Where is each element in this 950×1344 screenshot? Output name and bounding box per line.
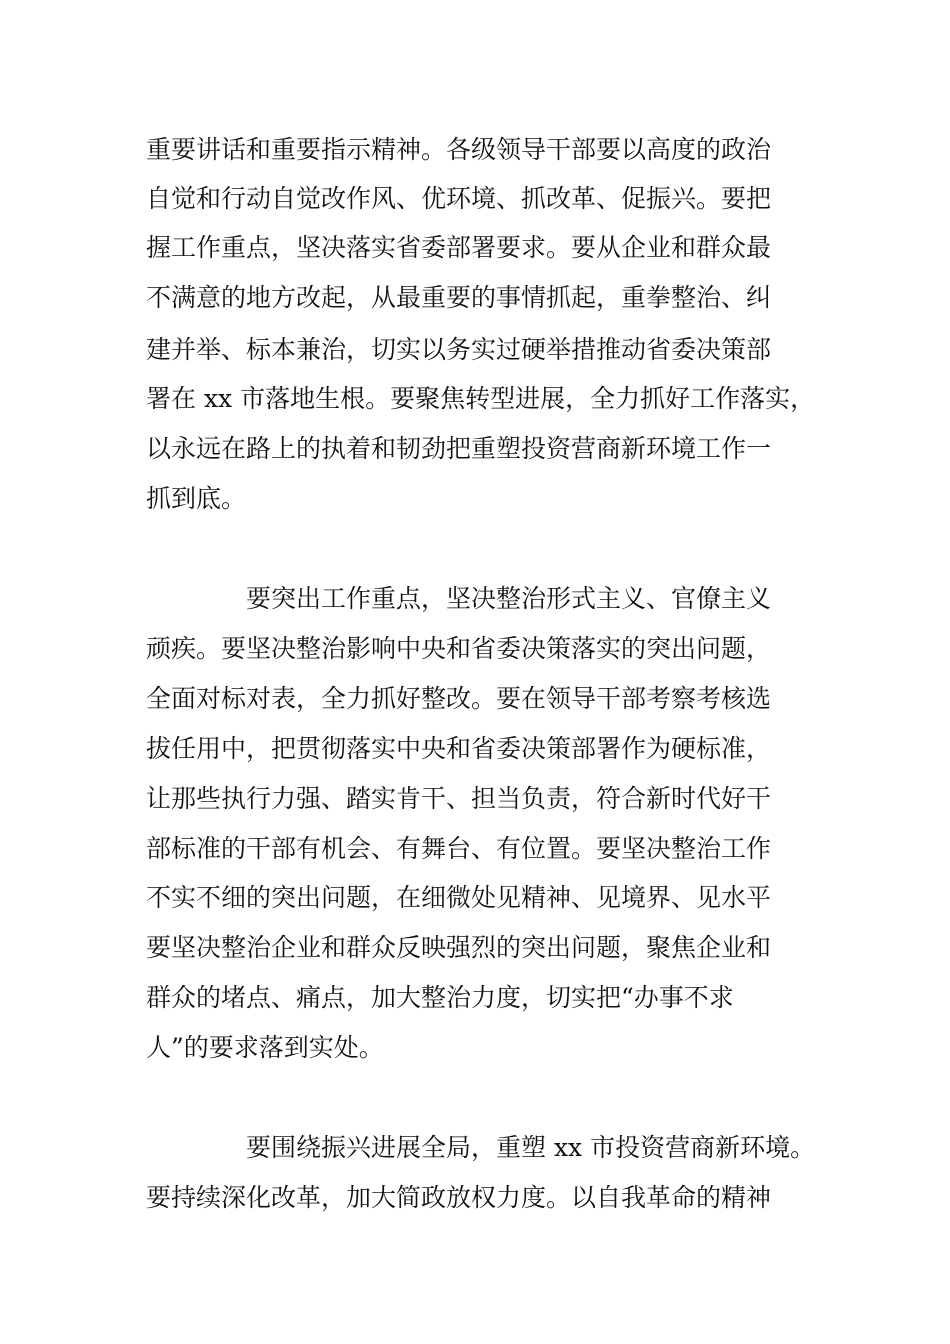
text-line: 群众的堵点、痛点，加大整治力度，切实把“办事不求 (146, 983, 734, 1012)
text-line: 署在 xx 市落地生根。要聚焦转型进展，全力抓好工作落实， (146, 384, 816, 413)
text-line: 拔任用中，把贯彻落实中央和省委决策部署作为硬标准， (146, 734, 772, 763)
text-line: 重要讲话和重要指示精神。各级领导干部要以高度的政治 (146, 135, 772, 164)
text-line: 部标准的干部有机会、有舞台、有位置。要坚决整治工作 (146, 834, 772, 863)
text-line: 要突出工作重点，坚决整治形式主义、官僚主义 (246, 584, 772, 613)
text-line: 全面对标对表，全力抓好整改。要在领导干部考察考核选 (146, 684, 772, 713)
text-line: 自觉和行动自觉改作风、优环境、抓改革、促振兴。要把 (146, 184, 772, 213)
text-line: 要坚决整治企业和群众反映强烈的突出问题，聚焦企业和 (146, 933, 772, 962)
text-line: 人”的要求落到实处。 (146, 1033, 384, 1062)
text-line: 顽疾。要坚决整治影响中央和省委决策落实的突出问题， (146, 634, 772, 663)
text-line: 建并举、标本兼治，切实以务实过硬举措推动省委决策部 (146, 335, 772, 364)
text-line: 不满意的地方改起，从最重要的事情抓起，重拳整治、纠 (146, 283, 772, 312)
text-line: 让那些执行力强、踏实肯干、担当负责，符合新时代好干 (146, 784, 772, 813)
text-line: 不实不细的突出问题，在细微处见精神、见境界、见水平 (146, 883, 772, 912)
text-line: 要持续深化改革，加大简政放权力度。以自我革命的精神 (146, 1183, 772, 1212)
text-line: 抓到底。 (146, 484, 247, 513)
text-line: 要围绕振兴进展全局，重塑 xx 市投资营商新环境。 (246, 1133, 816, 1162)
text-line: 握工作重点，坚决落实省委部署要求。要从企业和群众最 (146, 233, 772, 262)
text-line: 以永远在路上的执着和韧劲把重塑投资营商新环境工作一 (146, 434, 772, 463)
